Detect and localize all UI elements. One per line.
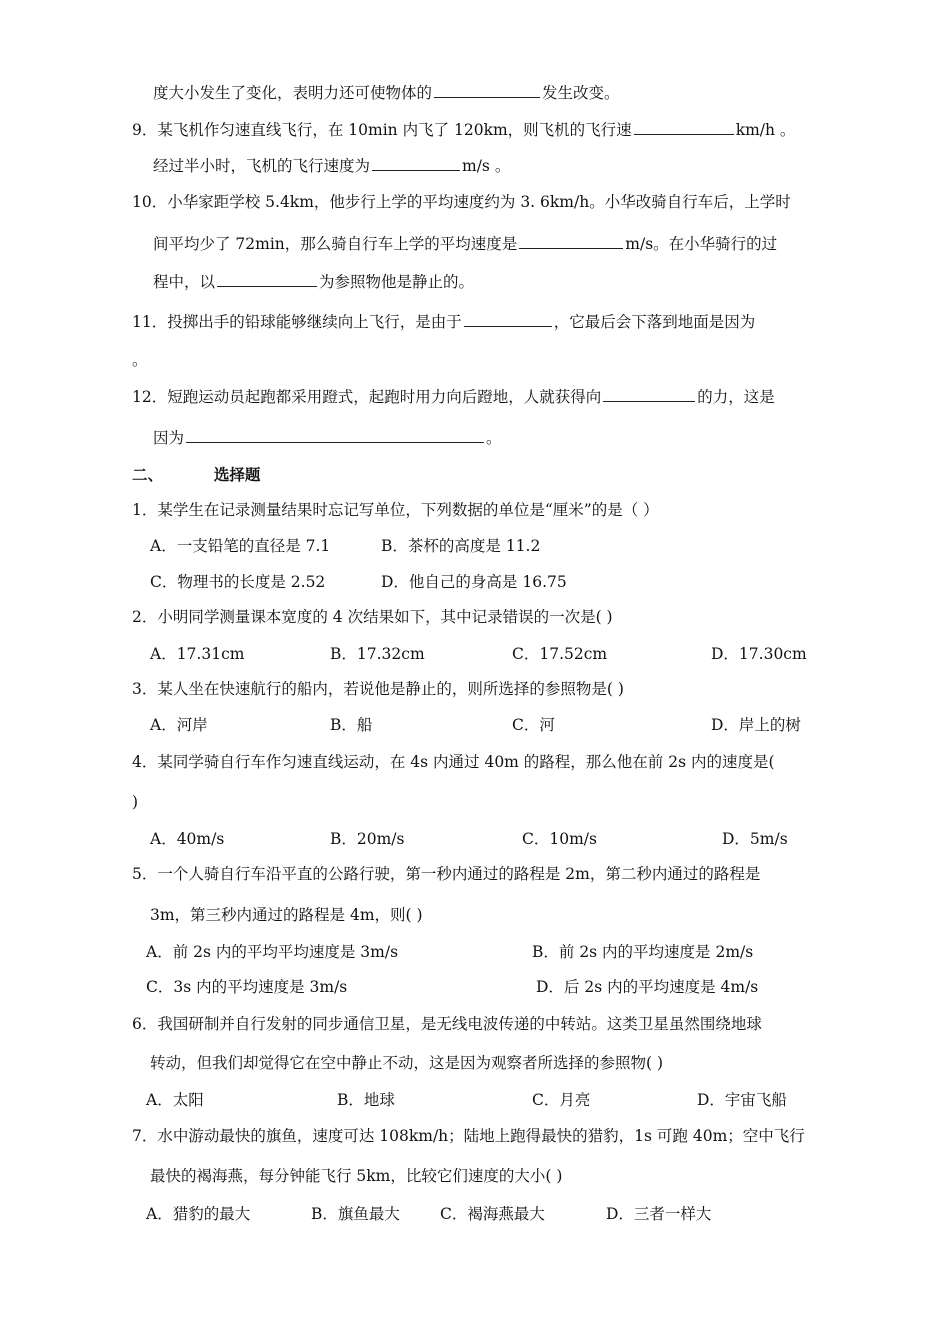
choice-q4-stem: 4．某同学骑自行车作匀速直线运动，在 4s 内通过 40m 的路程，那么他在前 2s 内的速度是( [132, 753, 775, 771]
choice-q3-option-c[interactable]: C．河 [512, 716, 555, 734]
choice-q6-option-d[interactable]: D．宇宙飞船 [697, 1091, 787, 1109]
choice-q4-option-d[interactable]: D．5m/s [722, 830, 788, 848]
choice-q3-stem: 3．某人坐在快速航行的船内，若说他是静止的，则所选择的参照物是( ) [132, 680, 624, 698]
q12-line1 [132, 386, 775, 407]
choice-q5-option-b[interactable]: B．前 2s 内的平均速度是 2m/s [532, 943, 754, 961]
choice-q1-option-a[interactable]: A．一支铅笔的直径是 7.1 [150, 537, 331, 555]
choice-q2-option-c[interactable]: C．17.52cm [512, 645, 608, 663]
q11-stem: 11．投掷出手的铅球能够继续向上飞行，是由于 [132, 313, 462, 331]
choice-q7-option-d[interactable]: D．三者一样大 [606, 1205, 712, 1223]
section-2-number: 二、 [132, 465, 164, 484]
q11-line1 [132, 311, 755, 332]
choice-q5-stem: 5．一个人骑自行车沿平直的公路行驶，第一秒内通过的路程是 2m，第二秒内通过的路程是 [132, 865, 761, 883]
choice-q2-option-d[interactable]: D．17.30cm [711, 645, 807, 663]
q9-line1 [132, 119, 795, 140]
q11-line2: 。 [132, 351, 148, 369]
choice-q2-stem: 2．小明同学测量课本宽度的 4 次结果如下，其中记录错误的一次是( ) [132, 608, 613, 626]
q12-answer-blank-2[interactable] [186, 427, 484, 443]
q12-tail: 。 [486, 429, 502, 447]
choice-q7-option-b[interactable]: B．旗鱼最大 [311, 1205, 400, 1223]
q10-answer-blank-2[interactable] [217, 271, 317, 287]
q12-stem-after: 的力，这是 [697, 388, 775, 406]
choice-q6-option-c[interactable]: C．月亮 [532, 1091, 591, 1109]
choice-q7-stem-2: 最快的褐海燕，每分钟能飞行 5km，比较它们速度的大小( ) [150, 1167, 563, 1185]
q9-line2 [153, 155, 510, 176]
choice-q5-option-d[interactable]: D．后 2s 内的平均速度是 4m/s [536, 978, 759, 996]
choice-q4-option-c[interactable]: C．10m/s [522, 830, 597, 848]
choice-q6-stem: 6．我国研制并自行发射的同步通信卫星，是无线电波传递的中转站。这类卫星虽然围绕地球 [132, 1015, 762, 1033]
choice-q6-stem-2: 转动，但我们却觉得它在空中静止不动，这是因为观察者所选择的参照物( ) [150, 1054, 664, 1072]
q12-answer-blank-1[interactable] [603, 386, 695, 402]
q9-answer-blank-2[interactable] [372, 155, 460, 171]
q8-text-after: 发生改变。 [542, 84, 620, 102]
q12-stem: 12．短跑运动员起跑都采用蹬式，起跑时用力向后蹬地，人就获得向 [132, 388, 602, 406]
choice-q2-option-b[interactable]: B．17.32cm [330, 645, 425, 663]
q9-unit-2: m/s 。 [462, 157, 511, 175]
choice-q1-option-d[interactable]: D．他自己的身高是 16.75 [381, 573, 567, 591]
choice-q3-option-a[interactable]: A．河岸 [150, 716, 208, 734]
q10-unit: m/s。在小华骑行的过 [625, 235, 778, 253]
choice-q5-option-a[interactable]: A．前 2s 内的平均平均速度是 3m/s [146, 943, 399, 961]
q8-answer-blank[interactable] [434, 82, 540, 98]
q10-tail: 为参照物他是静止的。 [319, 273, 475, 291]
section-2-heading [132, 465, 260, 485]
q10-stem-2: 间平均少了 72min，那么骑自行车上学的平均速度是 [153, 235, 518, 253]
choice-q1-option-b[interactable]: B．茶杯的高度是 11.2 [381, 537, 541, 555]
choice-q6-option-a[interactable]: A．太阳 [146, 1091, 204, 1109]
q9-stem: 9．某飞机作匀速直线飞行，在 10min 内飞了 120km，则飞机的飞行速 [132, 121, 632, 139]
q10-line2 [153, 233, 777, 254]
q10-stem-3: 程中，以 [153, 273, 216, 291]
q9-stem-2: 经过半小时，飞机的飞行速度为 [153, 157, 371, 175]
choice-q5-option-c[interactable]: C．3s 内的平均速度是 3m/s [146, 978, 348, 996]
q12-line2 [153, 427, 502, 448]
choice-q2-option-a[interactable]: A．17.31cm [150, 645, 245, 663]
q9-answer-blank-1[interactable] [634, 119, 734, 135]
q10-line3 [153, 271, 474, 292]
q8-text-before: 度大小发生了变化，表明力还可使物体的 [153, 84, 433, 102]
section-2-title: 选择题 [213, 465, 261, 484]
choice-q5-stem-2: 3m，第三秒内通过的路程是 4m，则( ) [150, 906, 423, 924]
choice-q4-option-b[interactable]: B．20m/s [330, 830, 405, 848]
q10-line1: 10．小华家距学校 5.4km，他步行上学的平均速度约为 3. 6km/h。小华改骑自行车后，上学时 [132, 193, 791, 211]
q12-stem-2: 因为 [153, 429, 185, 447]
choice-q7-option-c[interactable]: C．褐海燕最大 [440, 1205, 545, 1223]
choice-q7-option-a[interactable]: A．猎豹的最大 [146, 1205, 251, 1223]
choice-q3-option-d[interactable]: D．岸上的树 [711, 716, 801, 734]
q9-unit-1: km/h 。 [735, 121, 796, 139]
choice-q1-option-c[interactable]: C．物理书的长度是 2.52 [150, 573, 326, 591]
choice-q6-option-b[interactable]: B．地球 [337, 1091, 395, 1109]
q11-stem-after: ，它最后会下落到地面是因为 [553, 313, 756, 331]
choice-q3-option-b[interactable]: B．船 [330, 716, 373, 734]
choice-q7-stem: 7．水中游动最快的旗鱼，速度可达 108km/h；陆地上跑得最快的猎豹，1s 可跑 40m；空中飞行 [132, 1127, 805, 1145]
choice-q1-stem: 1．某学生在记录测量结果时忘记写单位，下列数据的单位是“厘米”的是（ ） [132, 501, 659, 519]
choice-q4-option-a[interactable]: A．40m/s [150, 830, 225, 848]
q10-answer-blank-1[interactable] [519, 233, 623, 249]
q11-answer-blank[interactable] [464, 311, 552, 327]
choice-q4-stem-2: ) [132, 793, 139, 811]
q8-tail-line [153, 82, 620, 103]
